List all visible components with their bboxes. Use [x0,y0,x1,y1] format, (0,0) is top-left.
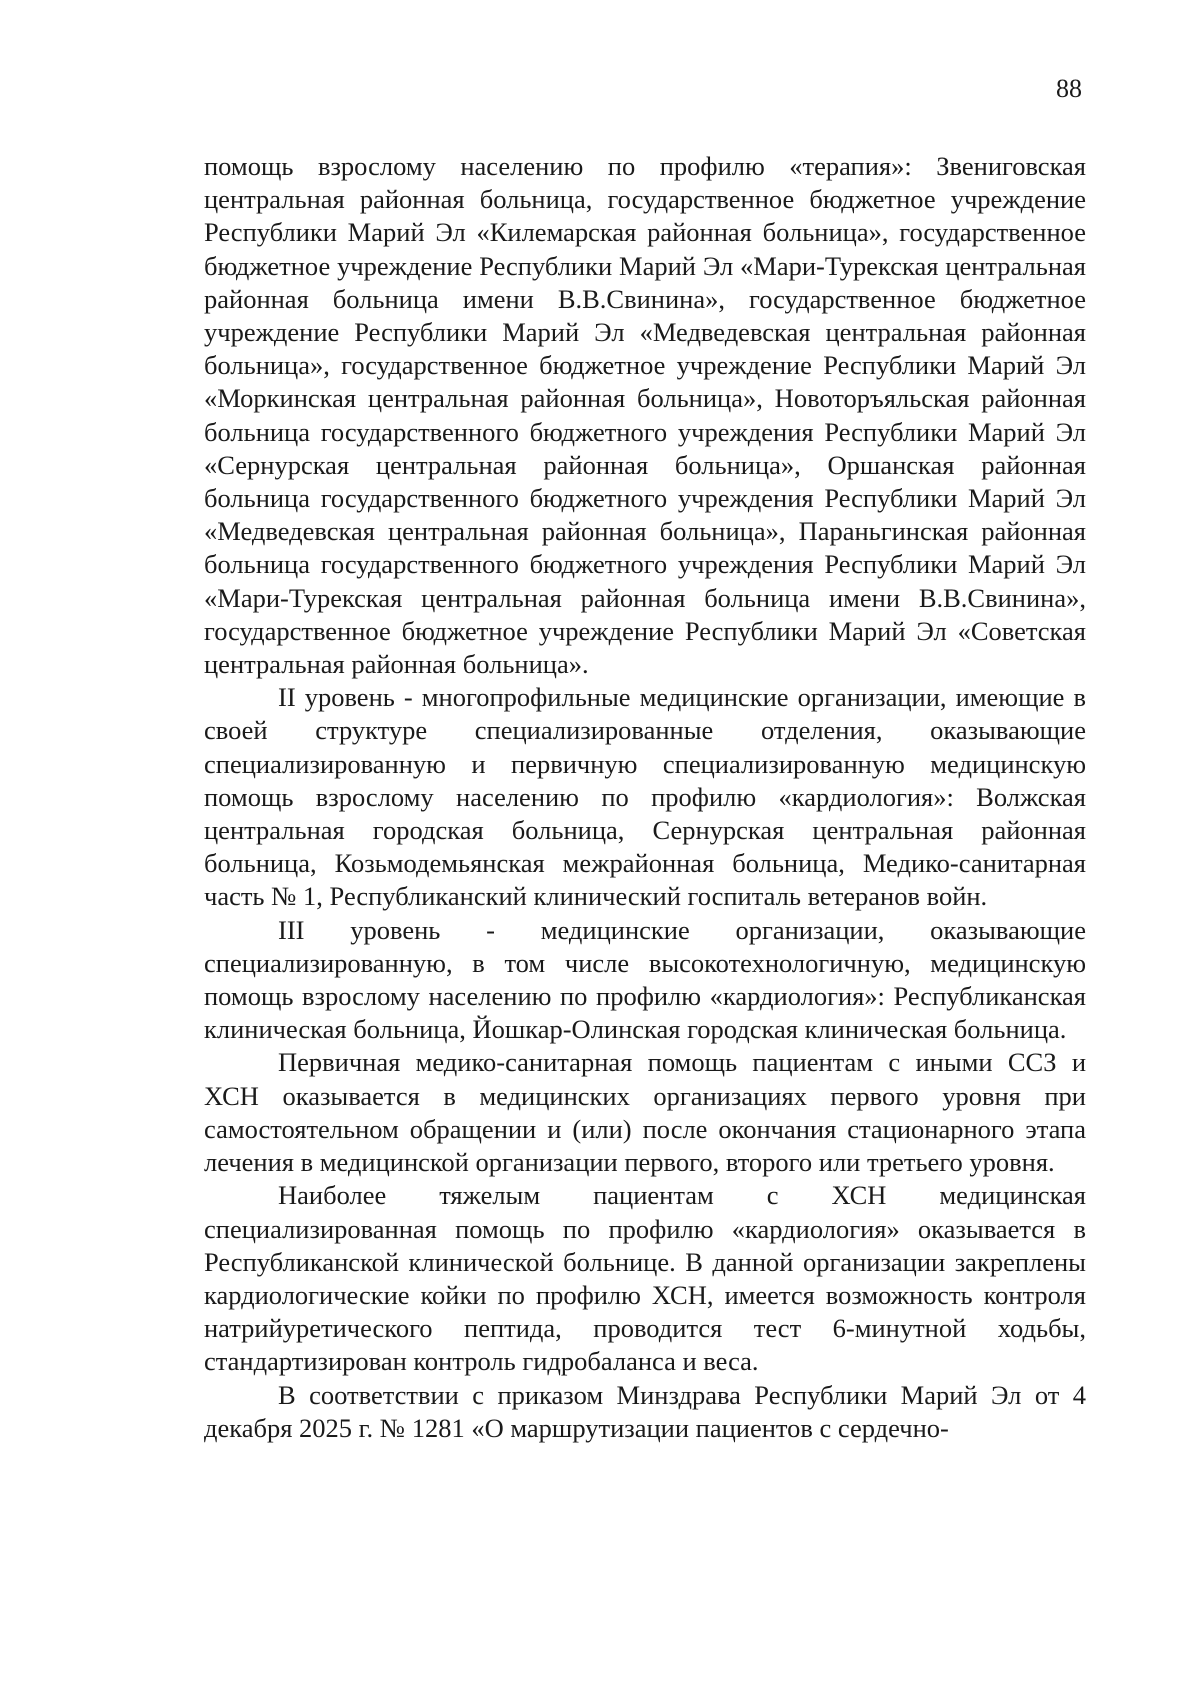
paragraph-severe-hf-patients: Наиболее тяжелым пациентам с ХСН медицинская специализированная помощь по профилю «кардиология» оказывается в Республиканской клинической больнице. В данной организации закреплены кардиологические койки по профилю ХСН, имеется возможность контроля натрийуретического пептида, проводится тест 6-минутной ходьбы, стандартизирован контроль гидробаланса и веса. [204,1180,1086,1377]
paragraph-primary-care: Первичная медико-санитарная помощь пациентам с иными ССЗ и ХСН оказывается в медицинских организациях первого уровня при самостоятельном обращении и (или) после окончания стационарного этапа лечения в медицинской организации первого, второго или третьего уровня. [204,1047,1086,1178]
paragraph-ministry-order: В соответствии с приказом Минздрава Республики Марий Эл от 4 декабря 2025 г. № 1281 «О маршрутизации пациентов с сердечно- [204,1379,1086,1443]
paragraph-level-three: III уровень - медицинские организации, оказывающие специализированную, в том числе высокотехнологичную, медицинскую помощь взрослому населению по профилю «кардиология»: Республиканская клиническая больница, Йошкар-Олинская городская клиническая больница. [204,914,1086,1045]
document-body [204,150,1086,1445]
paragraph-therapy-hospitals: помощь взрослому населению по профилю «терапия»: Звениговская центральная районная больница, государственное бюджетное учреждение Республики Марий Эл «Килемарская районная больница», государственное бюджетное учреждение Республики Марий Эл «Мари-Турекская центральная районная больница имени В.В.Свинина», государственное бюджетное учреждение Республики Марий Эл «Медведевская центральная районная больница», государственное бюджетное учреждение Республики Марий Эл «Моркинская центральная районная больница», Новоторъяльская районная больница государственного бюджетного учреждения Республики Марий Эл «Сернурская центральная районная больница», Оршанская районная больница государственного бюджетного учреждения Республики Марий Эл «Медведевская центральная районная больница», Параньгинская районная больница государственного бюджетного учреждения Республики Марий Эл «Мари-Турекская центральная районная больница имени В.В.Свинина», государственное бюджетное учреждение Республики Марий Эл «Советская центральная районная больница». [204,151,1086,680]
page-number: 88 [1056,74,1082,103]
paragraph-level-two: II уровень - многопрофильные медицинские организации, имеющие в своей структуре специализированные отделения, оказывающие специализированную и первичную специализированную медицинскую помощь взрослому населению по профилю «кардиология»: Волжская центральная городская больница, Сернурская центральная районная больница, Козьмодемьянская межрайонная больница, Медико-санитарная часть № 1, Республиканский клинический госпиталь ветеранов войн. [204,682,1086,912]
